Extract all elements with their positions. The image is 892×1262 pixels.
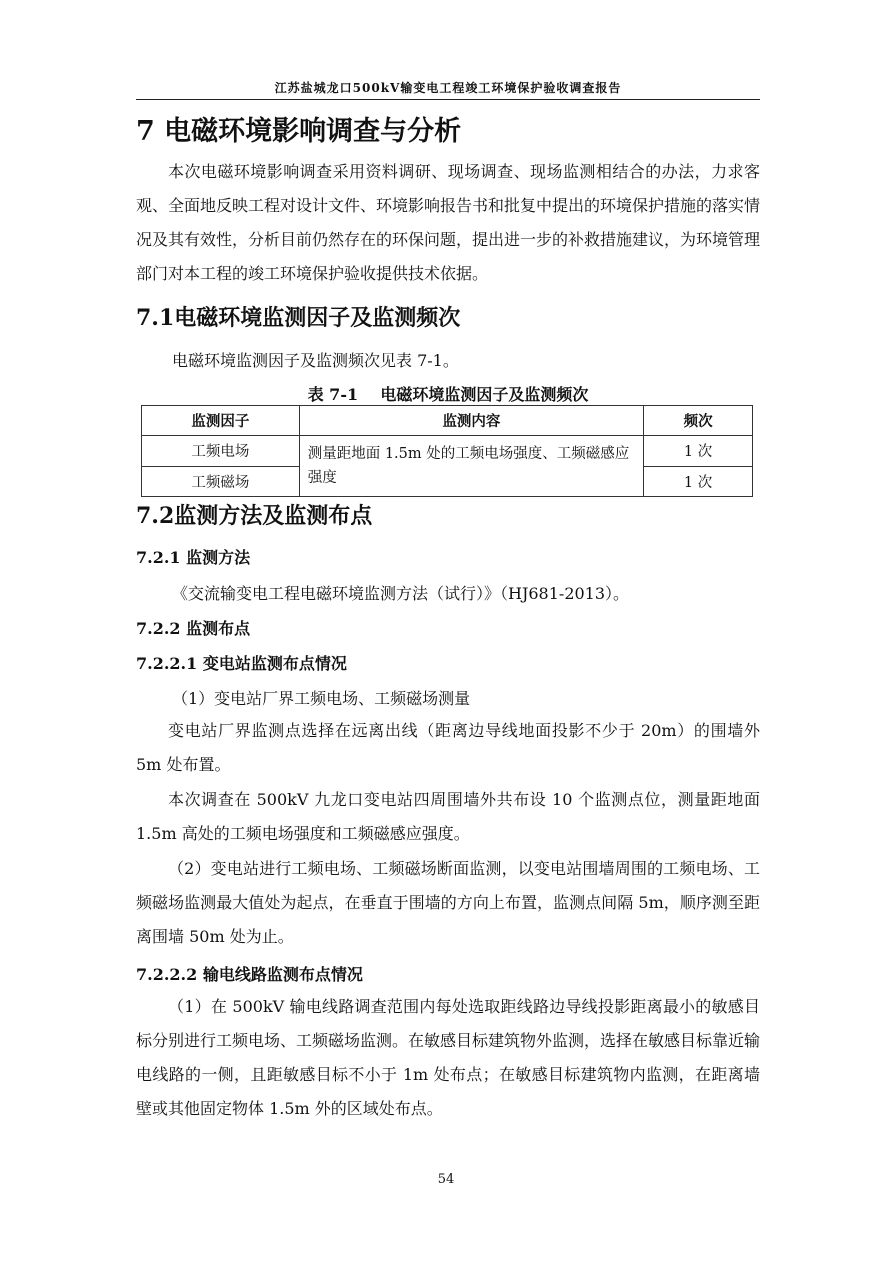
running-header: 江苏盐城龙口500kV输变电工程竣工环境保护验收调查报告 xyxy=(274,81,622,95)
section-7-2-2-title: 7.2.2 监测布点 xyxy=(136,619,251,638)
factor-cell: 工频电场 xyxy=(142,436,300,467)
column-header: 频次 xyxy=(644,406,753,436)
column-header: 监测内容 xyxy=(299,406,643,436)
chapter-title: 7 电磁环境影响调查与分析 xyxy=(136,116,462,147)
paragraph-2: 本次调查在 500kV 九龙口变电站四周围墙外共布设 10 个监测点位，测量距地面 1.5m 高处的工频电场强度和工频磁感应强度。 xyxy=(136,790,760,843)
frequency-cell: 1 次 xyxy=(644,436,753,467)
header-rule xyxy=(136,99,760,100)
section-7-2-2-1-title: 7.2.2.1 变电站监测布点情况 xyxy=(136,654,347,673)
column-header: 监测因子 xyxy=(142,406,300,436)
factor-cell: 工频磁场 xyxy=(142,466,300,497)
table-row xyxy=(142,436,753,467)
section-7-2-title: 7.2监测方法及监测布点 xyxy=(136,503,373,529)
paragraph-1: 变电站厂界监测点选择在远离出线（距离边导线地面投影不少于 20m）的围墙外 5m 处布置。 xyxy=(136,721,760,774)
monitoring-table xyxy=(141,405,753,497)
section-7-1-text: 电磁环境监测因子及监测频次见表 7-1。 xyxy=(172,351,459,370)
content-cell: 测量距地面 1.5m 处的工频电场强度、工频磁感应强度 xyxy=(299,436,643,497)
section-7-2-1-title: 7.2.1 监测方法 xyxy=(136,548,251,567)
table-header-row xyxy=(142,406,753,436)
section-7-2-1-text: 《交流输变电工程电磁环境监测方法（试行）》（HJ681-2013）。 xyxy=(172,584,630,603)
paragraph-4: （1）在 500kV 输电线路调查范围内每处选取距线路边导线投影距离最小的敏感目标分别进行工频电场、工频磁场监测。在敏感目标建筑物外监测，选择在敏感目标靠近输电线路的一侧，且距敏感目标不小于 1m 处布点；在敏感目标建筑物内监测，在距离墙壁或其他固定物体 1.5m 外的区域处布点。 xyxy=(136,997,761,1118)
paragraph-3: （2）变电站进行工频电场、工频磁场断面监测，以变电站围墙周围的工频电场、工频磁场监测最大值处为起点，在垂直于围墙的方向上布置，监测点间隔 5m，顺序测至距离围墙 50m 处为止。 xyxy=(136,859,760,946)
section-7-2-2-2-title: 7.2.2.2 输电线路监测布点情况 xyxy=(136,965,363,984)
section-7-1-title: 7.1电磁环境监测因子及监测频次 xyxy=(136,305,461,331)
item-1: （1）变电站厂界工频电场、工频磁场测量 xyxy=(172,689,471,708)
intro-paragraph: 本次电磁环境影响调查采用资料调研、现场调查、现场监测相结合的办法，力求客观、全面地反映工程对设计文件、环境影响报告书和批复中提出的环境保护措施的落实情况及其有效性，分析目前仍然存在的环保问题，提出进一步的补救措施建议，为环境管理部门对本工程的竣工环境保护验收提供技术依据。 xyxy=(136,162,761,283)
page-number: 54 xyxy=(437,1172,455,1187)
table-caption: 表 7-1 电磁环境监测因子及监测频次 xyxy=(307,385,589,404)
frequency-cell: 1 次 xyxy=(644,466,753,497)
